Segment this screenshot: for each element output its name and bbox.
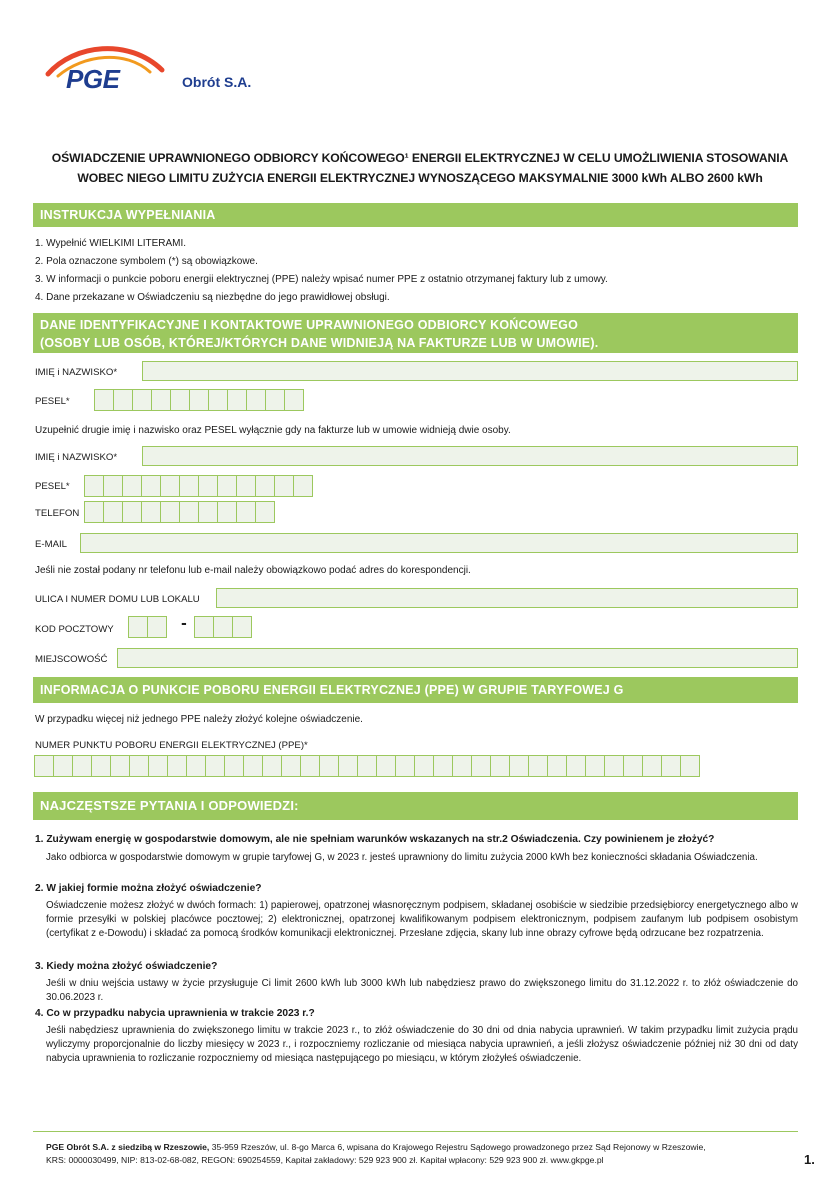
faq-answer-4: Jeśli nabędziesz uprawnienia do zwiększonego limitu w trakcie 2023 r., to złóż oświadczenie do 30 dni od dnia nabycia uprawnień. W takim przypadku limit zużycia prądu wyliczymy proporcjonalnie do liczby miesięcy w 2023 r., i rozpoczniemy rozliczanie od miesiąca nabycia uprawnień, a jeśli złożysz oświadczenie później niż 30 dni od daty nabycia uprawnienia to rozliczanie rozpoczniemy od miesiąca następującego po miesiącu, w którym złożyłeś oświadczenie.	[46, 1025, 798, 1064]
page-number: 1.	[804, 1152, 815, 1167]
ppe-number-label: NUMER PUNKTU POBORU ENERGII ELEKTRYCZNEJ (PPE)*	[35, 740, 308, 751]
instruction-item: 4. Dane przekazane w Oświadczeniu są niezbędne do jego prawidłowej obsługi.	[35, 292, 390, 303]
name-label: IMIĘ i NAZWISKO*	[35, 367, 118, 378]
footer-address: 35-959 Rzeszów, ul. 8-go Marca 6, wpisana do Krajowego Rejestru Sądowego prowadzonego przez Sąd Rejonowy w Rzeszowie,	[209, 1142, 706, 1152]
pesel2-input[interactable]	[84, 475, 312, 497]
instruction-item: 1. Wypełnić WIELKIMI LITERAMI.	[35, 238, 187, 249]
faq-heading: NAJCZĘSTSZE PYTANIA I ODPOWIEDZI:	[33, 792, 798, 820]
city-input[interactable]	[117, 648, 798, 668]
footer-line-2: KRS: 0000030499, NIP: 813-02-68-082, REGON: 690254559, Kapitał zakładowy: 529 923 900 zł. Kapitał wpłacony: 529 923 900 zł. www.gkpge.pl	[46, 1155, 604, 1165]
company-name: Obrót S.A.	[182, 74, 252, 90]
street-label: ULICA I NUMER DOMU LUB LOKALU	[35, 594, 200, 605]
name2-label: IMIĘ i NAZWISKO*	[35, 452, 118, 463]
name-input[interactable]	[142, 361, 798, 381]
email-label: E-MAIL	[35, 539, 67, 550]
instruction-item: 2. Pola oznaczone symbolem (*) są obowiązkowe.	[35, 256, 258, 267]
faq-question-4: 4. Co w przypadku nabycia uprawnienia w trakcie 2023 r.?	[35, 1008, 315, 1019]
second-person-note: Uzupełnić drugie imię i nazwisko oraz PESEL wyłącznie gdy na fakturze lub w umowie widnieją dwie osoby.	[35, 425, 511, 436]
title-line-1: OŚWIADCZENIE UPRAWNIONEGO ODBIORCY KOŃCOWEGO¹ ENERGII ELEKTRYCZNEJ W CELU UMOŻLIWIENIA STOSOWANIA	[51, 151, 789, 165]
email-input[interactable]	[80, 533, 798, 553]
postal-code-part2-input[interactable]	[194, 616, 251, 638]
footer-company: PGE Obrót S.A. z siedzibą w Rzeszowie,	[46, 1142, 210, 1152]
footer	[46, 1141, 791, 1167]
identification-heading-line-2: (OSOBY LUB OSÓB, KTÓREJ/KTÓRYCH DANE WIDNIEJĄ NA FAKTURZE LUB W UMOWIE).	[40, 336, 599, 350]
faq-answer-2: Oświadczenie możesz złożyć w dwóch formach: 1) papierowej, opatrzonej własnoręcznym podpisem, składanej osobiście w siedzibie przedsiębiorcy energetycznego albo w formie przesyłki w polskiej placówce pocztowej; 2) elektronicznej, opatrzonej kwalifikowanym podpisem elektronicznym, podpisem zaufanym lub podpisem osobistym (certyfikat z e-Dowodu) i składać za pomocą środków komunikacji elektronicznej. Przesłane zdjęcia, skany lub inne obrazy cyfrowe będą odrzucane bez rozpatrzenia.	[46, 900, 798, 939]
faq-question-1: 1. Zużywam energię w gospodarstwie domowym, ale nie spełniam warunków wskazanych na str.2 Oświadczenia. Czy powinienem je złożyć?	[35, 834, 715, 845]
faq-question-2: 2. W jakiej formie można złożyć oświadczenie?	[35, 883, 262, 894]
logo-text: PGE	[66, 64, 120, 94]
document-title	[30, 148, 810, 188]
faq-answer-3: Jeśli w dniu wejścia ustawy w życie przysługuje Ci limit 2600 kWh lub 3000 kWh lub nabędziesz prawo do zwiększonego limitu do 31.12.2022 r. to złóż oświadczenie do 30.06.2023 r.	[46, 978, 798, 1003]
footer-divider	[33, 1131, 798, 1132]
name2-input[interactable]	[142, 446, 798, 466]
postal-code-dash: -	[181, 616, 187, 632]
postal-code-label: KOD POCZTOWY	[35, 624, 114, 635]
pesel-label: PESEL*	[35, 396, 70, 407]
footer-line-1	[46, 1141, 791, 1154]
instructions-heading: INSTRUKCJA WYPEŁNIANIA	[33, 203, 798, 227]
ppe-number-input[interactable]	[34, 755, 699, 777]
faq-answer-1: Jako odbiorca w gospodarstwie domowym w grupie taryfowej G, w 2023 r. jesteś uprawniony do limitu zużycia 2000 kWh bez konieczności składania Oświadczenia.	[46, 852, 758, 863]
pesel2-label: PESEL*	[35, 481, 70, 492]
faq-question-3: 3. Kiedy można złożyć oświadczenie?	[35, 961, 218, 972]
identification-heading-line-1: DANE IDENTYFIKACYJNE I KONTAKTOWE UPRAWNIONEGO ODBIORCY KOŃCOWEGO	[40, 318, 579, 332]
identification-heading	[33, 313, 798, 353]
pesel-input[interactable]	[94, 389, 303, 411]
phone-label: TELEFON	[35, 508, 80, 519]
phone-input[interactable]	[84, 501, 274, 523]
instruction-item: 3. W informacji o punkcie poboru energii elektrycznej (PPE) należy wpisać numer PPE z ostatnio otrzymanej faktury lub z umowy.	[35, 274, 608, 285]
ppe-heading: INFORMACJA O PUNKCIE POBORU ENERGII ELEKTRYCZNEJ (PPE) W GRUPIE TARYFOWEJ G	[33, 677, 798, 703]
correspondence-note: Jeśli nie został podany nr telefonu lub e-mail należy obowiązkowo podać adres do korespondencji.	[35, 565, 471, 576]
street-input[interactable]	[216, 588, 798, 608]
city-label: MIEJSCOWOŚĆ	[35, 654, 108, 665]
ppe-note: W przypadku więcej niż jednego PPE należy złożyć kolejne oświadczenie.	[35, 714, 363, 725]
title-line-2: WOBEC NIEGO LIMITU ZUŻYCIA ENERGII ELEKTRYCZNEJ WYNOSZĄCEGO MAKSYMALNIE 3000 kWh ALBO 2600 kWh	[77, 171, 763, 185]
postal-code-part1-input[interactable]	[128, 616, 166, 638]
